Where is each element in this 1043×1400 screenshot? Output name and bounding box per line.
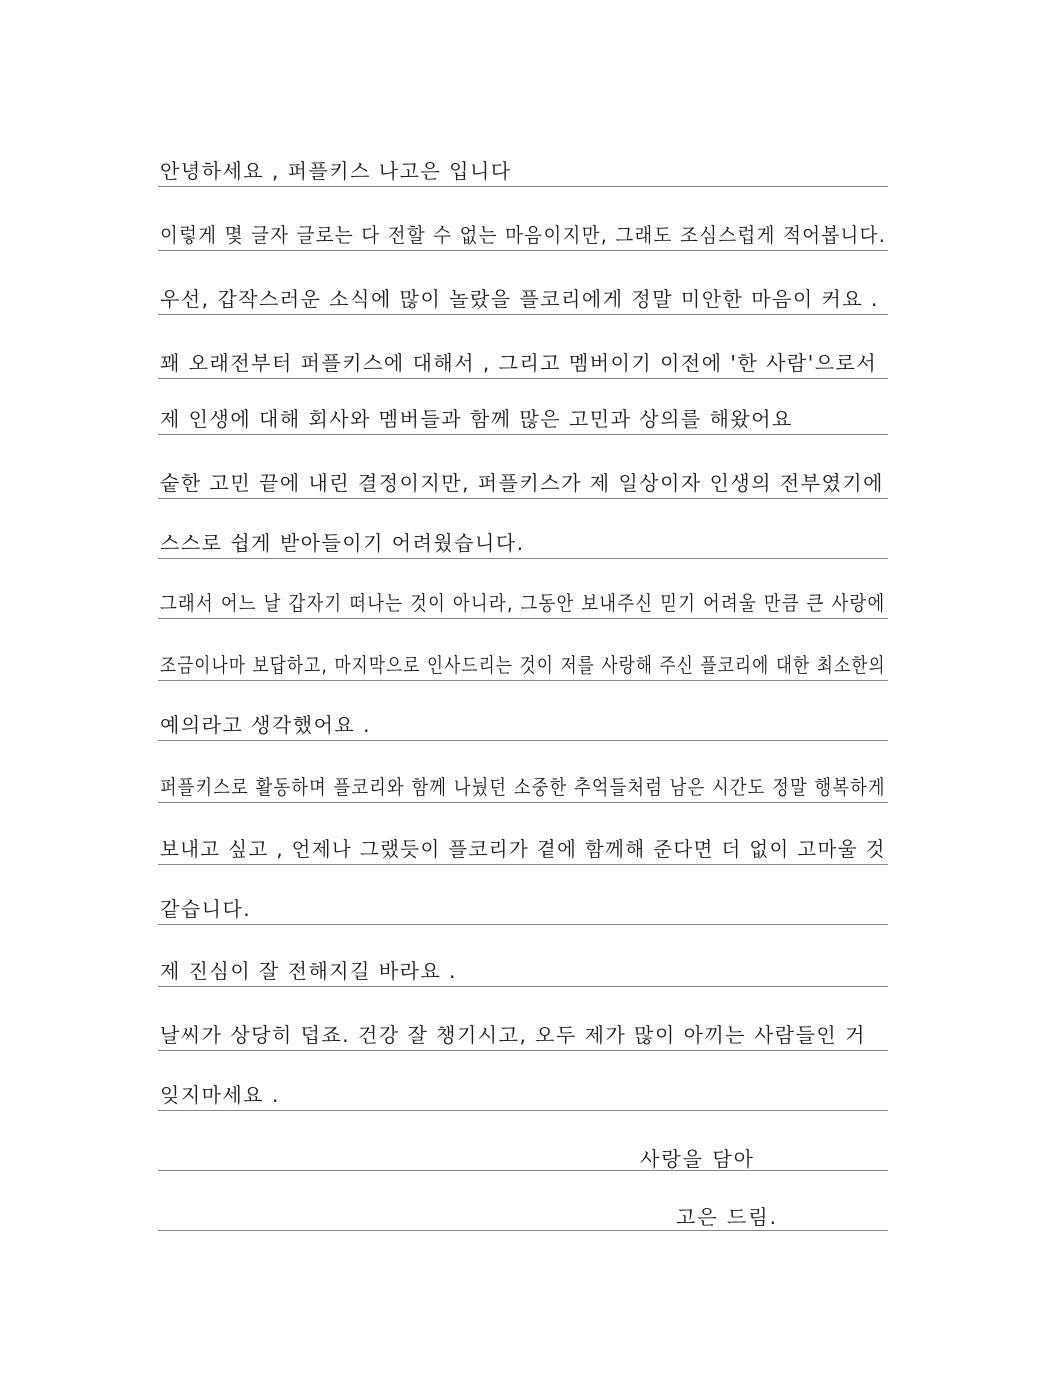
letter-line-4: 꽤 오래전부터 퍼플키스에 대해서 , 그리고 멤버이기 이전에 '한 사람'으로서 xyxy=(160,351,878,375)
ruled-line xyxy=(158,924,888,925)
letter-line-13: 같습니다. xyxy=(160,897,252,921)
letter-line-1: 안녕하세요 , 퍼플키스 나고은 입니다 xyxy=(160,159,512,183)
letter-line-2: 이렇게 몇 글자 글로는 다 전할 수 없는 마음이지만, 그래도 조심스럽게 적어봅니다. xyxy=(160,223,887,247)
ruled-line xyxy=(158,558,888,559)
closing-line: 사랑을 담아 xyxy=(640,1147,755,1171)
ruled-line xyxy=(158,378,888,379)
ruled-line xyxy=(158,740,888,741)
letter-line-14: 제 진심이 잘 전해지길 바라요 . xyxy=(160,959,457,983)
ruled-line xyxy=(158,1170,888,1171)
ruled-line xyxy=(158,250,888,251)
letter-line-3: 우선, 갑작스러운 소식에 많이 놀랐을 플코리에게 정말 미안한 마음이 커요 . xyxy=(160,287,879,311)
letter-line-6: 숱한 고민 끝에 내린 결정이지만, 퍼플키스가 제 일상이자 인생의 전부였기에 xyxy=(160,471,884,495)
ruled-line xyxy=(158,1050,888,1051)
ruled-line xyxy=(158,434,888,435)
ruled-line xyxy=(158,618,888,619)
ruled-line xyxy=(158,186,888,187)
letter-line-5: 제 인생에 대해 회사와 멤버들과 함께 많은 고민과 상의를 해왔어요 xyxy=(160,407,793,431)
letter-line-7: 스스로 쉽게 받아들이기 어려웠습니다. xyxy=(160,531,525,555)
signature: 고은 드림. xyxy=(676,1205,778,1229)
letter-line-15: 날씨가 상당히 덥죠. 건강 잘 챙기시고, 오두 제가 많이 아끼는 사람들인 거 xyxy=(160,1023,866,1047)
ruled-line xyxy=(158,986,888,987)
letter-line-10: 예의라고 생각했어요 . xyxy=(160,713,371,737)
letter-line-16: 잊지마세요 . xyxy=(160,1083,280,1107)
ruled-line xyxy=(158,864,888,865)
ruled-letter-body xyxy=(158,0,888,1400)
ruled-line xyxy=(158,314,888,315)
ruled-line xyxy=(158,802,888,803)
letter-line-11: 퍼플키스로 활동하며 플코리와 함께 나눴던 소중한 추억들처럼 남은 시간도 정말 행복하게 xyxy=(160,775,886,799)
ruled-line xyxy=(158,498,888,499)
letter-line-8: 그래서 어느 날 갑자기 떠나는 것이 아니라, 그동안 보내주신 믿기 어려울 만큼 큰 사랑에 xyxy=(160,591,886,615)
letter-line-12: 보내고 싶고 , 언제나 그랬듯이 플코리가 곁에 함께해 준다면 더 없이 고마울 것 xyxy=(160,837,886,861)
letter-line-9: 조금이나마 보답하고, 마지막으로 인사드리는 것이 저를 사랑해 주신 플코리에 대한 최소한의 xyxy=(160,653,886,677)
ruled-line xyxy=(158,680,888,681)
ruled-line xyxy=(158,1230,888,1231)
ruled-line xyxy=(158,1110,888,1111)
